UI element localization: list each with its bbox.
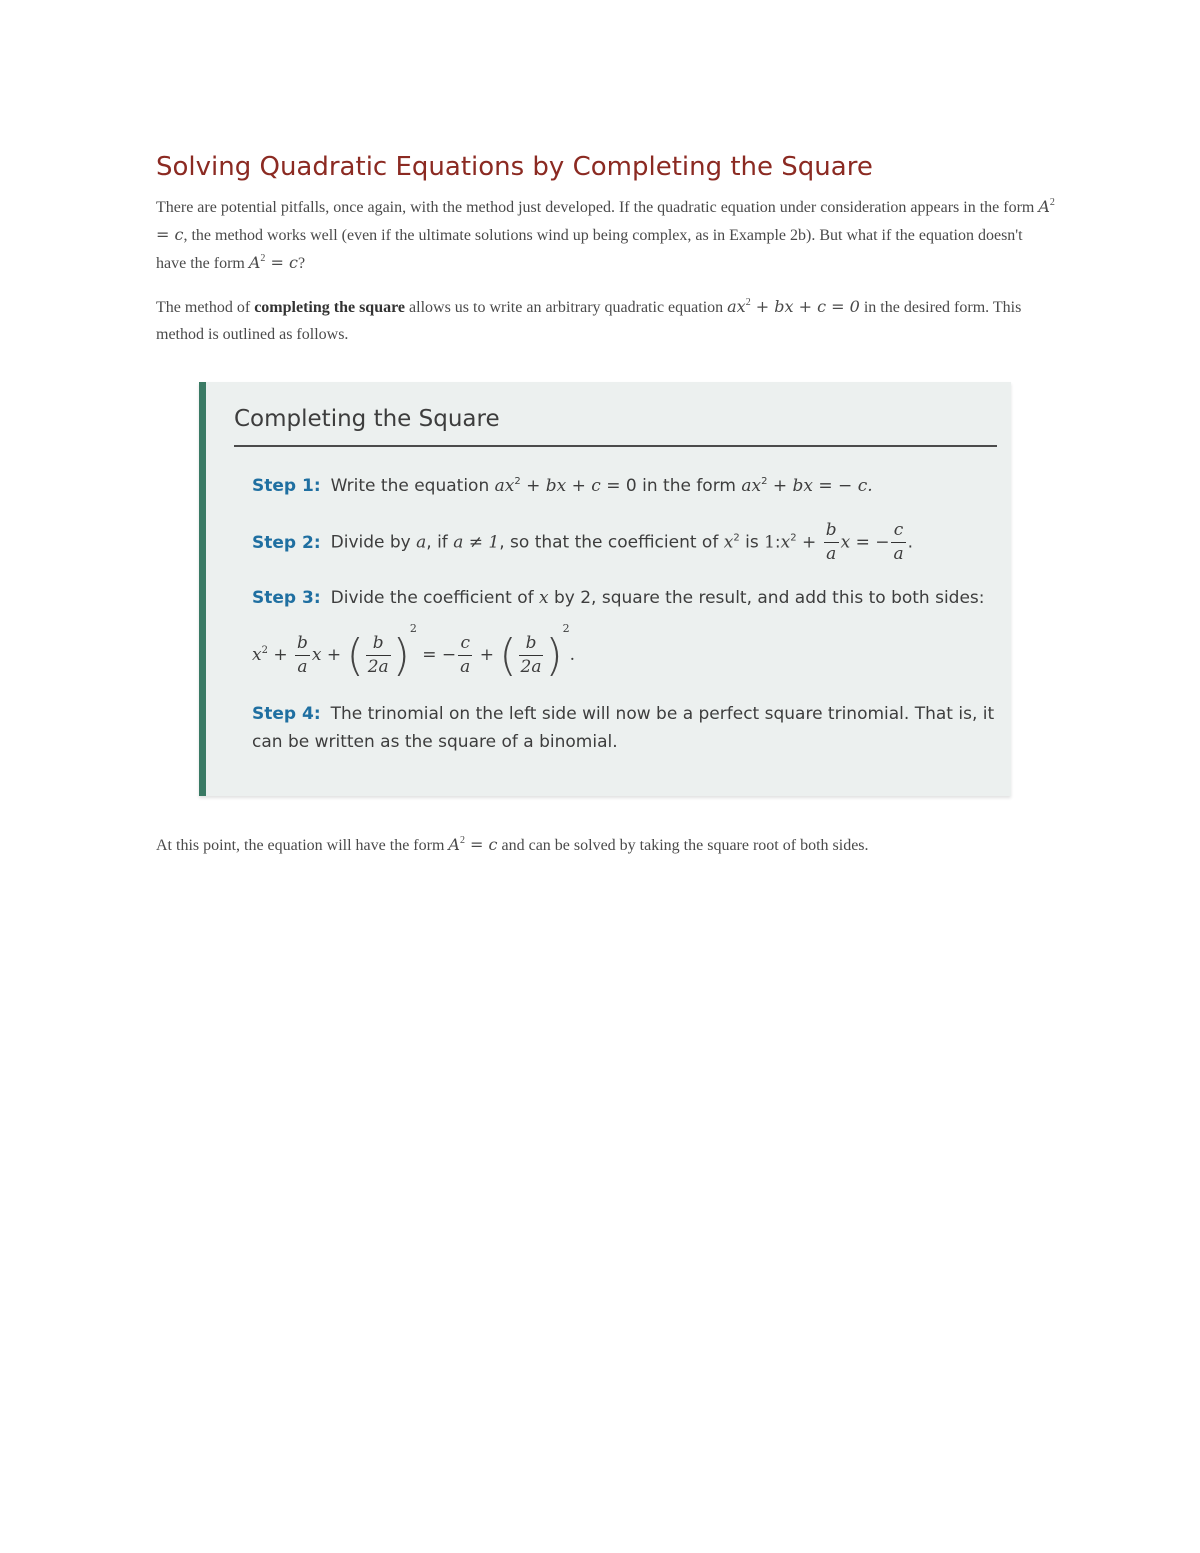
completing-square-box [199, 382, 1011, 796]
math-sup: 2 [459, 835, 465, 846]
fraction-b-over-2a [366, 635, 391, 676]
right-paren: ) [545, 630, 563, 681]
math-sup: 2 [260, 253, 266, 264]
math-one: 1 [764, 532, 775, 553]
step-text: Write the equation [330, 476, 495, 496]
step-text: , so that the coefficient of [499, 532, 724, 553]
frac-num: b [519, 635, 544, 656]
step-text: by 2, square the result, and add this to both sides: [548, 588, 985, 608]
math-sup: 2 [1049, 197, 1055, 208]
conclusion-text-2: and can be solved by taking the square root of both sides. [497, 837, 869, 854]
math-eq: + bx + c = 0 [750, 297, 860, 316]
step-4 [252, 700, 1002, 756]
step-1 [252, 476, 873, 496]
math-eq: = c [156, 225, 184, 244]
math-sup: 2 [790, 532, 797, 544]
math-sup: 2 [761, 476, 768, 487]
math-eq: x = − [840, 532, 890, 553]
frac-den: 2a [367, 657, 389, 677]
intro-text-2: , the method works well (even if the ultimate solutions wind up being complex, as in Example 2b). But what if the equation doesn't have the form [156, 227, 1023, 272]
math-sup: 2 [261, 645, 268, 656]
math-A: A [448, 835, 460, 854]
math-plus: + [474, 645, 500, 665]
page-title: Solving Quadratic Equations by Completing the Square [156, 152, 873, 182]
conclusion-text-1: At this point, the equation will have the form [156, 837, 449, 854]
math-sup: 2 [562, 622, 570, 635]
step-2 [252, 522, 913, 563]
fraction-b-over-a [295, 635, 310, 676]
method-paragraph [156, 293, 1056, 348]
math-A: A [1038, 197, 1050, 216]
step-text: The trinomial on the left side will now be a perfect square trinomial. That is, it can be written as the square of a binomial. [252, 704, 995, 752]
step-label: Step 2: [252, 532, 321, 553]
step-text: in the form [636, 476, 742, 496]
math-zero: 0 [625, 476, 637, 496]
math-sup: 2 [409, 622, 417, 635]
step-3-formula [252, 622, 575, 681]
box-divider [234, 445, 997, 447]
step-label: Step 3: [252, 588, 321, 608]
math-dot: . [907, 532, 914, 553]
left-paren: ( [499, 630, 517, 681]
method-text-1: The method of [156, 299, 255, 316]
math-x: x [252, 645, 262, 665]
step-3 [252, 588, 985, 608]
math-x: x [538, 588, 549, 608]
math-eq: = − [416, 645, 457, 665]
math-sup: 2 [514, 476, 521, 487]
frac-num: b [295, 635, 310, 656]
left-paren: ( [346, 630, 364, 681]
method-term: completing the square [254, 299, 406, 316]
math-eq: = c [464, 835, 498, 854]
math-ax: ax [727, 297, 746, 316]
math-cond: a ≠ 1 [453, 532, 500, 553]
fraction-b-over-2a [519, 635, 544, 676]
step-text: Divide the coefficient of [330, 588, 539, 608]
math-colon: : [774, 532, 781, 553]
right-paren: ) [392, 630, 410, 681]
frac-den: a [460, 657, 471, 677]
frac-den: a [893, 544, 904, 564]
method-text-3: in the desired form. This method is outlined as follows. [156, 299, 1022, 343]
math-A: A [248, 253, 261, 272]
frac-num: c [458, 635, 472, 656]
fraction-b-over-a [824, 522, 839, 563]
math-dot: . [569, 645, 576, 665]
intro-text-1: There are potential pitfalls, once again, with the method just developed. If the quadratic equation under consideration appears in the form [156, 199, 1039, 216]
step-label: Step 4: [252, 704, 321, 724]
step-label: Step 1: [252, 476, 321, 496]
frac-num: b [824, 522, 839, 543]
math-a: a [416, 532, 427, 553]
conclusion-paragraph [156, 831, 1056, 859]
box-title: Completing the Square [234, 406, 500, 432]
math-sup: 2 [745, 297, 751, 308]
method-text-2: allows us to write an arbitrary quadratic equation [405, 299, 728, 316]
math-x-plus: x + [311, 645, 347, 665]
frac-den: 2a [520, 657, 542, 677]
math-ax: ax [741, 476, 762, 496]
fraction-c-over-a [458, 635, 472, 676]
step-text: Divide by [330, 532, 417, 553]
frac-den: a [826, 544, 837, 564]
frac-num: c [891, 522, 905, 543]
math-plus: + [796, 532, 822, 553]
step-text: is [739, 532, 765, 553]
math-x: x [780, 532, 791, 553]
fraction-c-over-a [891, 522, 905, 563]
math-plus: + [267, 645, 294, 665]
intro-text-3: ? [297, 255, 306, 272]
frac-den: a [297, 657, 308, 677]
math-eq: = c [265, 253, 298, 272]
math-eq: + bx + c = [520, 476, 626, 496]
math-sup: 2 [733, 532, 740, 544]
math-ax: ax [494, 476, 515, 496]
math-eq: + bx = − c. [767, 476, 873, 496]
frac-num: b [366, 635, 391, 656]
intro-paragraph [156, 193, 1056, 277]
step-text: , if [426, 532, 454, 553]
math-x: x [723, 532, 734, 553]
